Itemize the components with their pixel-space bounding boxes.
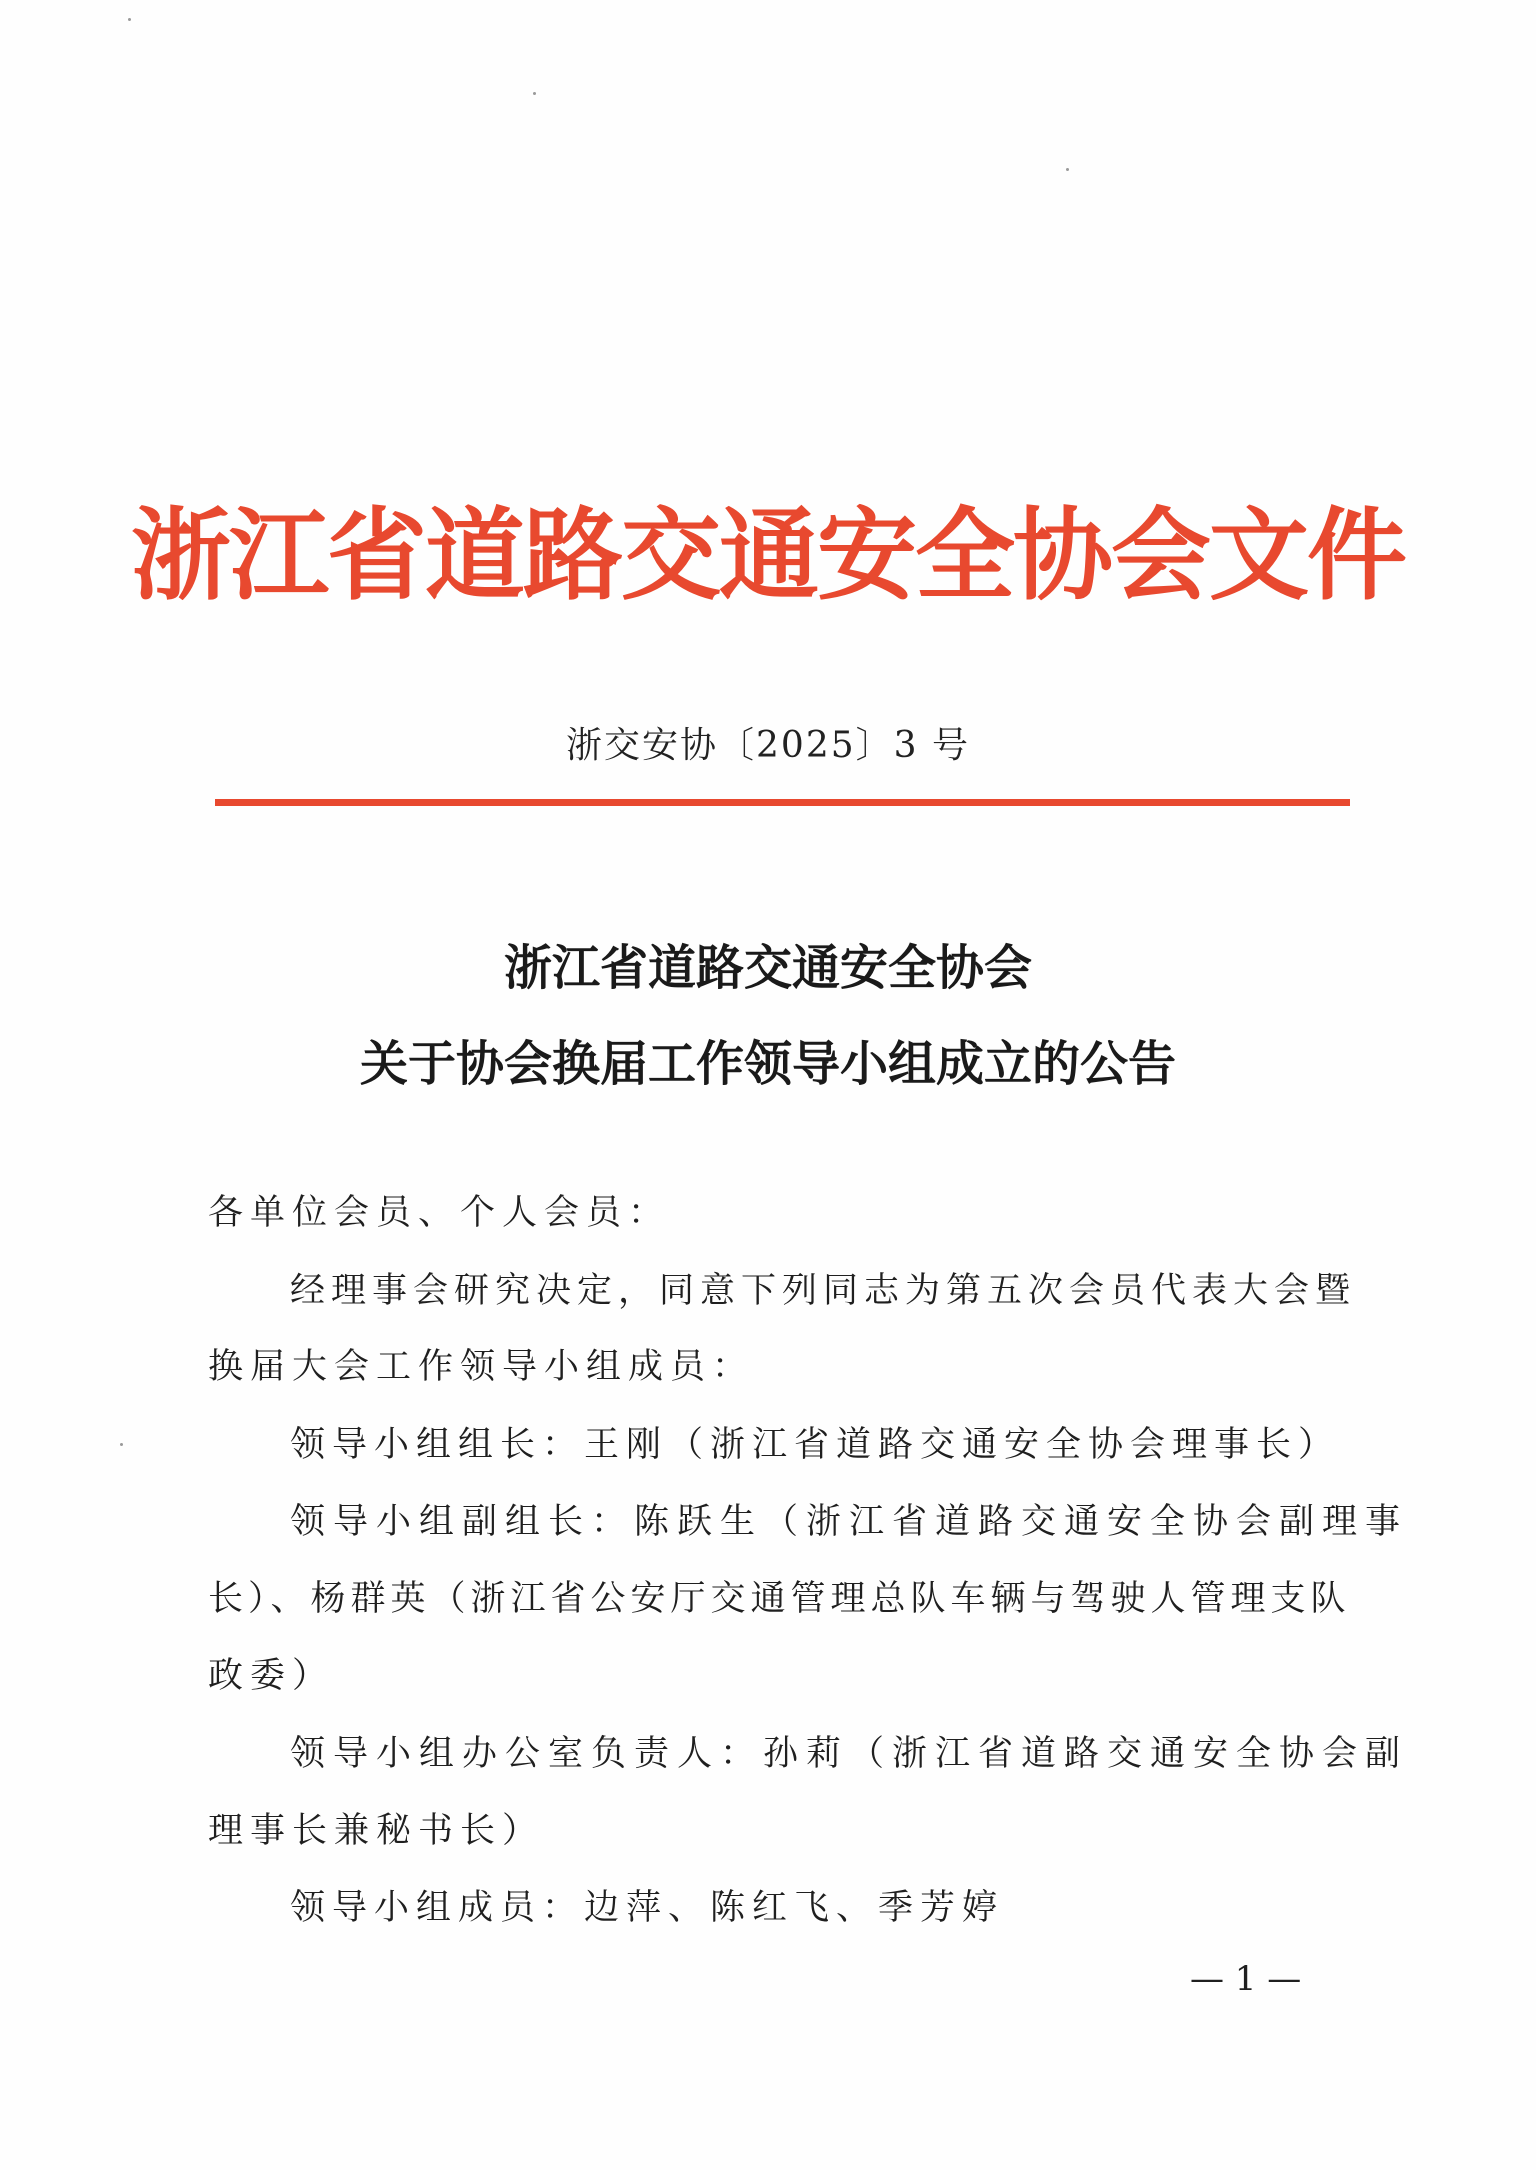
red-divider-line xyxy=(215,799,1350,806)
salutation: 各单位会员、个人会员： xyxy=(208,1193,671,1233)
body-line: 领导小组办公室负责人：孙莉（浙江省道路交通安全协会副 xyxy=(290,1734,1409,1774)
body-line: 政委） xyxy=(208,1656,335,1696)
scan-speck xyxy=(533,92,536,95)
scan-speck xyxy=(120,1443,123,1446)
body-line: 长）、杨群英（浙江省公安厅交通管理总队车辆与驾驶人管理支队 xyxy=(208,1579,1351,1619)
body-line: 换届大会工作领导小组成员： xyxy=(208,1347,755,1387)
scan-speck xyxy=(128,18,131,21)
page-number: — 1 — xyxy=(1190,1959,1302,1999)
body-line: 领导小组组长：王刚（浙江省道路交通安全协会理事长） xyxy=(290,1425,1341,1465)
body-line: 领导小组成员：边萍、陈红飞、季芳婷 xyxy=(290,1888,1005,1928)
document-masthead: 浙江省道路交通安全协会文件 xyxy=(131,496,1405,614)
body-line: 领导小组副组长：陈跃生（浙江省道路交通安全协会副理事 xyxy=(290,1502,1409,1542)
document-number: 浙交安协〔2025〕3 号 xyxy=(566,725,970,766)
body-line: 经理事会研究决定，同意下列同志为第五次会员代表大会暨 xyxy=(290,1271,1357,1311)
scan-speck xyxy=(1066,168,1069,171)
document-title-line-1: 浙江省道路交通安全协会 xyxy=(503,940,1032,996)
document-title-line-2: 关于协会换届工作领导小组成立的公告 xyxy=(359,1036,1176,1092)
body-line: 理事长兼秘书长） xyxy=(208,1811,545,1851)
